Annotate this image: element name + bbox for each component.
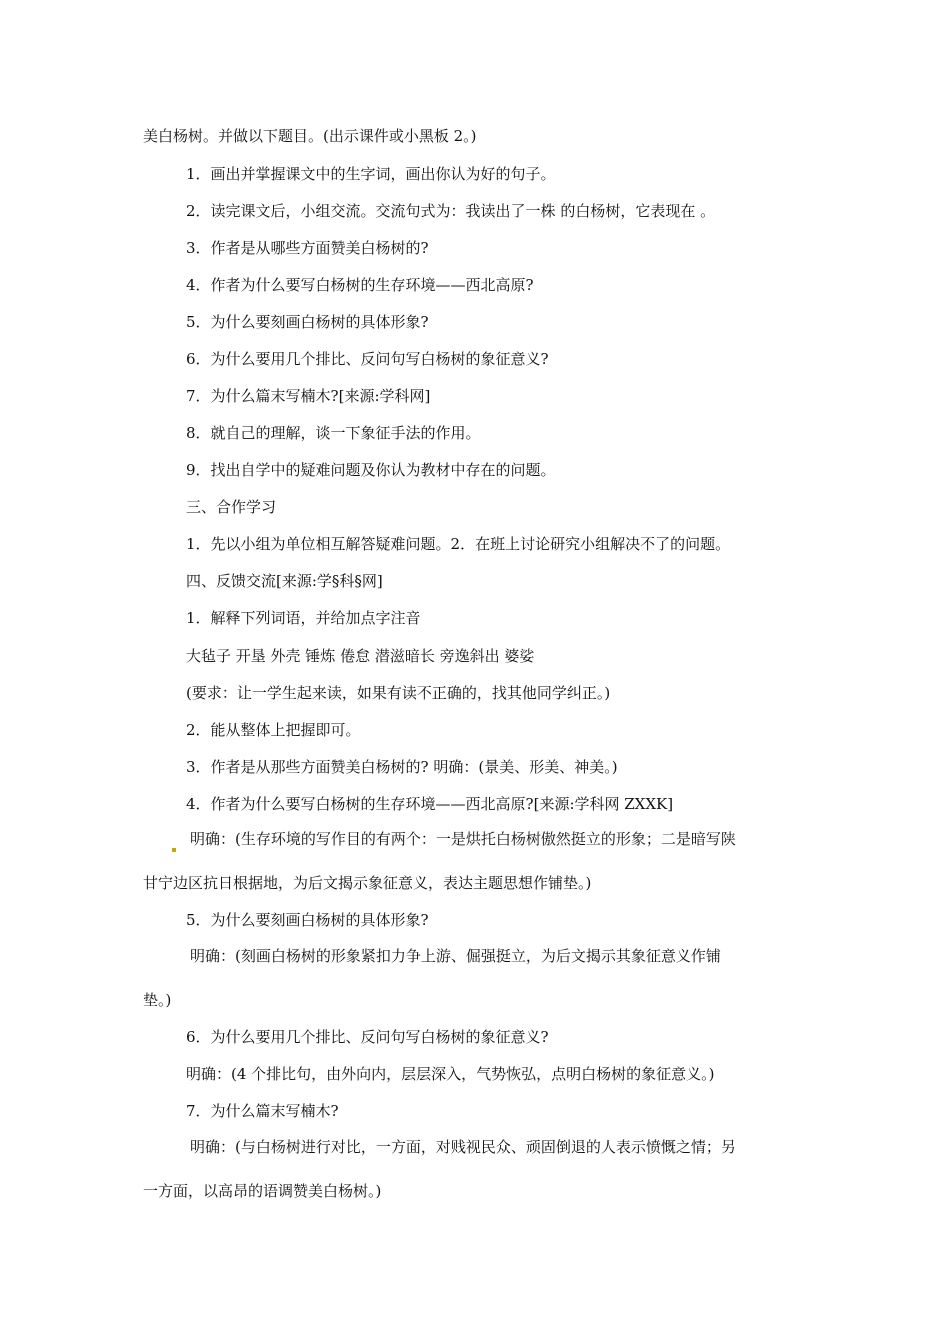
paragraph-line: 明确：(刻画白杨树的形象紧扣力争上游、倔强挺立，为后文揭示其象征意义作铺: [190, 947, 721, 965]
paragraph-line: 7．为什么篇末写楠木?: [186, 1102, 339, 1120]
paragraph-line: 9．找出自学中的疑难问题及你认为教材中存在的问题。: [186, 461, 556, 479]
paragraph-line: 明确：(与白杨树进行对比，一方面，对贱视民众、顽固倒退的人表示愤慨之情；另: [190, 1138, 736, 1156]
paragraph-line: (要求：让一学生起来读，如果有读不正确的，找其他同学纠正。): [186, 684, 611, 702]
paragraph-line: 2．能从整体上把握即可。: [186, 721, 361, 739]
paragraph-line: 明确：(4 个排比句，由外向内，层层深入，气势恢弘，点明白杨树的象征意义。): [186, 1065, 715, 1083]
paragraph-line: 美白杨树。并做以下题目。(出示课件或小黑板 2。): [143, 127, 477, 145]
bullet-mark: [172, 848, 176, 852]
paragraph-line: 2．读完课文后，小组交流。交流句式为：我读出了一株 的白杨树，它表现在 。: [186, 202, 716, 220]
paragraph-line: 3．作者是从哪些方面赞美白杨树的?: [186, 239, 429, 257]
paragraph-line: 一方面，以高昂的语调赞美白杨树。): [143, 1182, 382, 1200]
paragraph-line: 6．为什么要用几个排比、反问句写白杨树的象征意义?: [186, 350, 549, 368]
paragraph-line: 1．画出并掌握课文中的生字词，画出你认为好的句子。: [186, 165, 556, 183]
paragraph-line: 7．为什么篇末写楠木?[来源:学科网]: [186, 387, 431, 405]
paragraph-line: 4．作者为什么要写白杨树的生存环境——西北高原?[来源:学科网 ZXXK]: [186, 795, 674, 813]
paragraph-line: 大毡子 开垦 外壳 锤炼 倦怠 潜滋暗长 旁逸斜出 婆娑: [186, 647, 535, 665]
paragraph-line: 1．先以小组为单位相互解答疑难问题。2．在班上讨论研究小组解决不了的问题。: [186, 535, 731, 553]
paragraph-line: 垫。): [143, 991, 172, 1009]
paragraph-line: 5．为什么要刻画白杨树的具体形象?: [186, 313, 429, 331]
section-heading: 三、合作学习: [186, 498, 277, 516]
paragraph-line: 1．解释下列词语，并给加点字注音: [186, 609, 421, 627]
paragraph-line: 4．作者为什么要写白杨树的生存环境——西北高原?: [186, 276, 534, 294]
section-heading: 四、反馈交流[来源:学§科§网]: [186, 572, 383, 590]
paragraph-line: 明确：(生存环境的写作目的有两个：一是烘托白杨树傲然挺立的形象；二是暗写陕: [190, 830, 736, 848]
paragraph-line: 5．为什么要刻画白杨树的具体形象?: [186, 911, 429, 929]
paragraph-line: 8．就自己的理解，谈一下象征手法的作用。: [186, 424, 481, 442]
paragraph-line: 6．为什么要用几个排比、反问句写白杨树的象征意义?: [186, 1028, 549, 1046]
paragraph-line: 3．作者是从那些方面赞美白杨树的? 明确：(景美、形美、神美。): [186, 758, 618, 776]
paragraph-line: 甘宁边区抗日根据地，为后文揭示象征意义，表达主题思想作铺垫。): [143, 874, 592, 892]
